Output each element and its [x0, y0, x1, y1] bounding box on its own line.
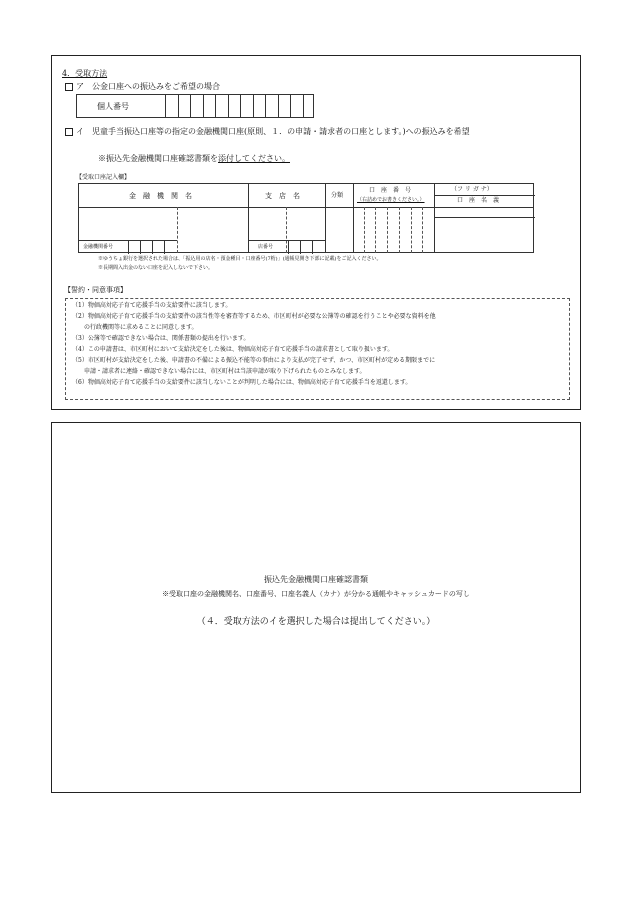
- pledge-item: （5）市区町村が支給決定をした後、申請書の不備による振込不能等の事由により支払が完了せず、かつ、市区町村が定める期限までに: [72, 357, 436, 364]
- mynumber-digit-cell[interactable]: [191, 95, 204, 117]
- mynumber-digits[interactable]: [165, 95, 315, 117]
- option-b-row: [65, 127, 470, 137]
- bank-code-label: 金融機関番号: [83, 244, 114, 250]
- bank-code-field[interactable]: [79, 240, 177, 254]
- attachment-subtitle: ※受取口座の金融機関名、口座番号、口座名義人（カナ）が分かる通帳やキャッシュカードの写し: [162, 590, 470, 598]
- pledge-box: [65, 298, 570, 400]
- mynumber-digit-cell[interactable]: [304, 95, 316, 117]
- option-a-checkbox[interactable]: [65, 83, 73, 91]
- col-branch: 支 店 名: [265, 192, 300, 200]
- col-holder: 口 座 名 義: [457, 197, 500, 204]
- pledge-item: （6）物価高対応子育て応援手当の支給要件に該当しないことが判明した場合には、物価高対応子育て応援手当を返還します。: [72, 379, 412, 386]
- account-note-2: ※長期間入出金のない口座を記入しないで下さい。: [98, 265, 214, 271]
- pledge-item: 申請・請求者に連絡・確認できない場合には、市区町村は当該申請が取り下げられたものとみなします。: [72, 368, 366, 375]
- mynumber-digit-cell[interactable]: [254, 95, 267, 117]
- option-b-label: イ 児童手当振込口座等の指定の金融機関口座(原則、１．の申請・請求者の口座とします。)への振込みを希望: [76, 127, 470, 136]
- mynumber-digit-cell[interactable]: [204, 95, 217, 117]
- section-title: 4．受取方法: [62, 69, 108, 78]
- attachment-area: [51, 422, 581, 793]
- pledge-item: （3）公簿等で確認できない場合は、関係書類の提出を行います。: [72, 335, 250, 342]
- mynumber-digit-cell[interactable]: [229, 95, 242, 117]
- pledge-item: （2）物価高対応子育て応援手当の支給要件の該当性等を審査等するため、市区町村が必要な公簿等の確認を行うことや必要な資料を他: [72, 313, 436, 320]
- branch-code-field[interactable]: [248, 240, 325, 254]
- col-type: 分類: [331, 192, 344, 199]
- account-heading: 【受取口座記入欄】: [76, 174, 131, 181]
- branch-code-label: 店番号: [258, 244, 274, 250]
- col-kana: （フ リ ガ ナ）: [451, 186, 493, 193]
- mynumber-label: 個人番号: [97, 102, 129, 111]
- mynumber-digit-cell[interactable]: [179, 95, 192, 117]
- col-number-note: （右詰めでお書きください。）: [357, 197, 425, 203]
- account-table: [78, 183, 534, 253]
- account-note-1: ※ゆうちょ銀行を選択された場合は、「振込用の店名・預金種目・口座番号(7桁)」(通帳見開き下部に記載)をご記入ください。: [98, 256, 382, 262]
- mynumber-digit-cell[interactable]: [241, 95, 254, 117]
- mynumber-digit-cell[interactable]: [166, 95, 179, 117]
- col-bank: 金 融 機 関 名: [129, 192, 192, 200]
- mynumber-digit-cell[interactable]: [291, 95, 304, 117]
- attachment-title: 振込先金融機関口座確認書類: [264, 575, 368, 584]
- option-b-checkbox[interactable]: [65, 128, 73, 136]
- mynumber-digit-cell[interactable]: [279, 95, 292, 117]
- mynumber-box: [76, 94, 314, 118]
- option-b-note: ※振込先金融機関口座確認書類を添付してください。: [98, 154, 290, 163]
- pledge-item: （4）この申請書は、市区町村において支給決定をした後は、物価高対応子育て応援手当の請求書として取り扱います。: [72, 346, 394, 353]
- attachment-note: （４．受取方法のイを選択した場合は提出してください。）: [196, 617, 436, 627]
- col-number: 口 座 番 号: [369, 187, 412, 194]
- pledge-item: （1）物価高対応子育て応援手当の支給要件に該当します。: [72, 302, 232, 309]
- pledge-heading: 【誓約・同意事項】: [64, 286, 127, 294]
- pledge-item: の行政機関等に求めることに同意します。: [72, 324, 198, 331]
- option-a-label: ア 公金口座への振込みをご希望の場合: [76, 82, 220, 91]
- mynumber-digit-cell[interactable]: [266, 95, 279, 117]
- receipt-method-section: [51, 55, 581, 410]
- attach-underlined: 添付してください。: [218, 154, 290, 163]
- option-a-row: [65, 82, 220, 92]
- mynumber-digit-cell[interactable]: [216, 95, 229, 117]
